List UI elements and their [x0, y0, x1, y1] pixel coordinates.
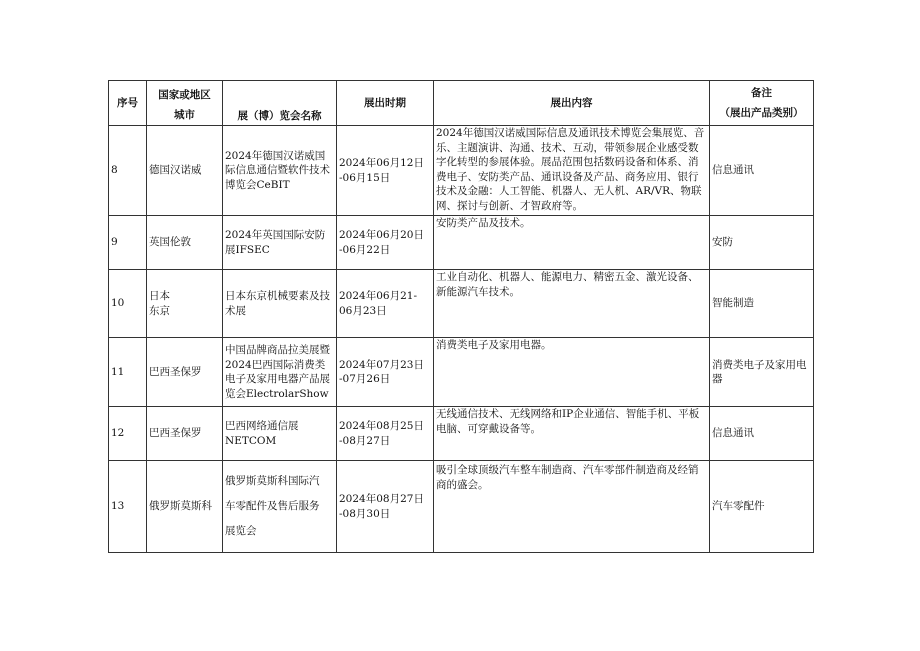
- row-content: 安防类产品及技术。: [434, 216, 710, 270]
- row-country: 德国汉诺威: [147, 126, 223, 216]
- table-row: [109, 270, 814, 338]
- row-date: 2024年08月27日 -08月30日: [337, 461, 434, 553]
- row-no: 12: [109, 407, 147, 461]
- row-name: 2024年德国汉诺威国际信息通信暨软件技术博览会CeBIT: [223, 126, 337, 216]
- row-name: 中国品牌商品拉美展暨2024巴西国际消费类电子及家用电器产品展览会ElectrolarShow: [223, 338, 337, 407]
- row-content: 吸引全球顶级汽车整车制造商、汽车零部件制造商及经销商的盛会。: [434, 461, 710, 553]
- row-remark: 智能制造: [710, 270, 814, 338]
- row-content: 工业自动化、机器人、能源电力、精密五金、激光设备、新能源汽车技术。: [434, 270, 710, 338]
- header-content: 展出内容: [434, 81, 710, 126]
- row-country: 巴西圣保罗: [147, 407, 223, 461]
- row-no: 11: [109, 338, 147, 407]
- header-remark: 备注 （展出产品类别）: [710, 81, 814, 126]
- table-row: [109, 126, 814, 216]
- row-no: 9: [109, 216, 147, 270]
- row-no: 10: [109, 270, 147, 338]
- row-name: 2024年英国国际安防展IFSEC: [223, 216, 337, 270]
- row-remark: 安防: [710, 216, 814, 270]
- table-row: [109, 461, 814, 553]
- row-no: 8: [109, 126, 147, 216]
- row-remark: 信息通讯: [710, 407, 814, 461]
- row-name: 日本东京机械要素及技术展: [223, 270, 337, 338]
- header-no: 序号: [109, 81, 147, 126]
- exhibition-table: [108, 80, 814, 553]
- header-row: [109, 81, 814, 126]
- header-date: 展出时期: [337, 81, 434, 126]
- row-content: 无线通信技术、无线网络和IP企业通信、智能手机、平板电脑、可穿戴设备等。: [434, 407, 710, 461]
- row-date: 2024年06月12日 -06月15日: [337, 126, 434, 216]
- row-remark: 消费类电子及家用电器: [710, 338, 814, 407]
- row-content: 2024年德国汉诺威国际信息及通讯技术博览会集展览、音乐、主题演讲、沟通、技术、互动，带领参展企业感受数字化转型的参展体验。展品范围包括数码设备和体系、消费电子、安防类产品、通讯设备及产品、商务应用、银行技术及金融：人工智能、机器人、无人机、AR/VR、物联网、探讨与创新、才智政府等。: [434, 126, 710, 216]
- row-country: 英国伦敦: [147, 216, 223, 270]
- row-no: 13: [109, 461, 147, 553]
- row-remark: 信息通讯: [710, 126, 814, 216]
- row-country: 巴西圣保罗: [147, 338, 223, 407]
- row-date: 2024年06月20日 -06月22日: [337, 216, 434, 270]
- row-content: 消费类电子及家用电器。: [434, 338, 710, 407]
- table-row: [109, 407, 814, 461]
- row-date: 2024年08月25日 -08月27日: [337, 407, 434, 461]
- row-remark: 汽车零配件: [710, 461, 814, 553]
- header-name: 展（博）览会名称: [223, 81, 337, 126]
- header-country: 国家或地区城市: [147, 81, 223, 126]
- row-date: 2024年06月21- 06月23日: [337, 270, 434, 338]
- row-date: 2024年07月23日 -07月26日: [337, 338, 434, 407]
- row-country: 日本 东京: [147, 270, 223, 338]
- row-name: 俄罗斯莫斯科国际汽 车零配件及售后服务 展览会: [223, 461, 337, 553]
- row-name: 巴西网络通信展 NETCOM: [223, 407, 337, 461]
- table-row: [109, 338, 814, 407]
- row-country: 俄罗斯莫斯科: [147, 461, 223, 553]
- table-row: [109, 216, 814, 270]
